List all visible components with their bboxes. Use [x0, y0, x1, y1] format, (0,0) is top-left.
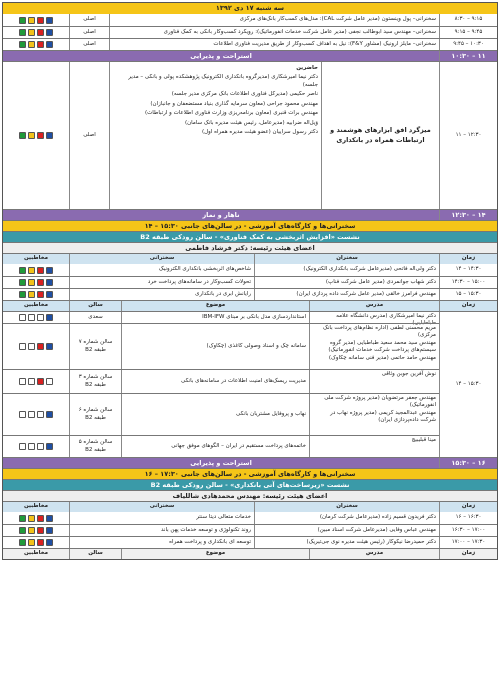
audience-green-icon	[19, 279, 26, 286]
audience-red-icon	[37, 291, 44, 298]
audience-yellow-icon	[28, 515, 35, 522]
audience-red-icon	[37, 515, 44, 522]
session-chair-2: اعضای هیئت رئیسه: مهندس محمدهادی شاللیاف	[3, 491, 497, 501]
workshop-time: ۱۵:۳۰ – ۱۴	[439, 312, 497, 457]
col-speaker: سخنران	[254, 502, 439, 512]
morning-sessions	[3, 14, 497, 50]
workshop-row	[3, 369, 439, 393]
col-teacher: مدرس	[309, 301, 439, 311]
audience-cell	[3, 312, 69, 323]
panel-participant: مهندس برات قنبری (معاون برنامه‌ریزی وزارت فناوری اطلاعات و ارتباطات)	[144, 110, 318, 117]
audience-cell	[3, 277, 69, 288]
lunch-row	[3, 209, 497, 220]
session-row	[3, 14, 497, 26]
audience-red-icon	[37, 527, 44, 534]
audience-empty-icon	[46, 378, 53, 385]
audience-red-icon	[37, 378, 44, 385]
panel-participant: حاضرین	[296, 65, 318, 71]
col-audience: مخاطبین	[3, 502, 69, 512]
talk-speaker: دکتر شهاب جوانمردی (مدیر عامل شرکت فناپ)	[254, 277, 439, 288]
audience-green-icon	[19, 291, 26, 298]
talk-speaker: دکتر فریدون قسیم زاده (مدیرعامل شرکت کرمان)	[254, 512, 439, 524]
audience-red-icon	[37, 267, 44, 274]
audience-blue-icon	[46, 515, 53, 522]
day-header	[3, 3, 497, 14]
audience-empty-icon	[19, 443, 26, 450]
break2-label: استراحت و پذیرایی	[3, 458, 439, 468]
panel-participants	[109, 62, 321, 209]
col-time: زمان	[439, 254, 497, 264]
panel-time: ۱۲:۳۰ – ۱۱	[439, 62, 497, 209]
col-time: زمان	[439, 502, 497, 512]
audience-empty-icon	[28, 443, 35, 450]
footer-header	[3, 548, 497, 559]
schedule-page	[2, 2, 498, 560]
audience-cell	[3, 394, 69, 435]
audience-cell	[3, 324, 69, 369]
audience-red-icon	[37, 343, 44, 350]
audience-empty-icon	[28, 378, 35, 385]
audience-blue-icon	[46, 132, 53, 139]
talk-title: روند تکنولوژی و توسعه خدمات پهن باند	[69, 525, 254, 536]
break-label: استراحت و پذیرایی	[3, 51, 439, 61]
audience-green-icon	[19, 515, 26, 522]
workshop-banner-1: سخنرانی‌ها و کارگاه‌های آموزشی - در سالن‌های جانبی ۱۵:۳۰ – ۱۴	[3, 221, 497, 231]
audience-cell	[3, 436, 69, 457]
panel-audience	[3, 62, 69, 209]
workshop-hall: سعدی	[69, 312, 121, 323]
session-title-2: نشست «زیرساخت‌های آتی بانکداری» - سالن رودکی طبقه B2	[3, 480, 497, 490]
audience-red-icon	[37, 539, 44, 546]
audience-empty-icon	[19, 314, 26, 321]
audience-yellow-icon	[28, 527, 35, 534]
audience-red-icon	[37, 279, 44, 286]
workshop-row	[3, 435, 439, 457]
audience-cell	[3, 14, 69, 26]
audience-yellow-icon	[28, 17, 35, 24]
audience-red-icon	[37, 41, 44, 48]
talk-title: توسعه ای بانکداری و پرداخت همراه	[69, 537, 254, 548]
talk-time: ۱۶:۳۰ – ۱۶	[439, 512, 497, 524]
audience-blue-icon	[46, 527, 53, 534]
audience-cell	[3, 537, 69, 548]
audience-cell	[3, 370, 69, 393]
workshop-teacher: دکتر نیما امیرشکاری (مدرس دانشگاه علامه طباطبایی)	[309, 312, 439, 323]
audience-blue-icon	[46, 314, 53, 321]
panel-row	[3, 61, 497, 209]
talk-row	[3, 512, 497, 524]
audience-yellow-icon	[28, 132, 35, 139]
panel-participant: ناصر حکیمی (مدیرکل فناوری اطلاعات بانک مرکزی مدیر جلسه)	[171, 91, 318, 98]
audience-blue-icon	[46, 443, 53, 450]
audience-blue-icon	[46, 291, 53, 298]
audience-green-icon	[19, 17, 26, 24]
break-row-1	[3, 50, 497, 61]
col-time: زمان	[439, 549, 497, 559]
audience-red-icon	[37, 29, 44, 36]
talk-row	[3, 264, 497, 276]
talk-time: ۱۴:۳۰ – ۱۴	[439, 264, 497, 276]
col-talk: سخنرانی	[69, 254, 254, 264]
session-speaker: سخنرانی– پول وینستون (مدیر عامل شرکت CAL): مدل‌های کسب‌کار بانک‌های مرکزی	[109, 14, 439, 26]
audience-yellow-icon	[28, 29, 35, 36]
audience-cell	[3, 289, 69, 300]
audience-empty-icon	[37, 314, 44, 321]
talk-time: ۱۷:۳۰ – ۱۷:۰۰	[439, 537, 497, 548]
talk-row	[3, 276, 497, 288]
talk-header-1	[3, 253, 497, 264]
session-lang: اصلی	[69, 39, 109, 50]
workshop-hall: سالن شماره ۶ طبقه B2	[69, 394, 121, 435]
session-speaker: سخنرانی– مایلز ارونیک (مشاور F&Y): نیل به اهداف کسب‌وکار از طریق مدیریت فناوری اطلاعات	[109, 39, 439, 50]
talk-title: شاخص‌های اثربخشی بانکداری الکترونیک	[69, 264, 254, 276]
session-row	[3, 38, 497, 50]
audience-empty-icon	[37, 443, 44, 450]
talk-time: ۱۷:۰۰ – ۱۶:۳۰	[439, 525, 497, 536]
session-row	[3, 26, 497, 38]
audience-green-icon	[19, 132, 26, 139]
session-lang: اصلی	[69, 27, 109, 38]
workshop-teacher: مینا قبلیبیج	[309, 436, 439, 457]
audience-green-icon	[19, 539, 26, 546]
workshop-teacher: مهندس جعفر مرتضویان (مدیر پروژه شرکت ملی انفورماتیک) مهندس عبدالمجید کریمی (مدیر پروژه نهاب در شرکت داده‌پردازی ایران)	[309, 394, 439, 435]
audience-empty-icon	[28, 343, 35, 350]
audience-blue-icon	[46, 17, 53, 24]
workshop-row	[3, 312, 439, 327]
audience-cell	[3, 512, 69, 524]
talk-speaker: مهندس عباس وفایی (مدیرعامل شرکت اسناد مبین)	[254, 525, 439, 536]
workshop-topic: سامانه چک و اسناد وصولی کاغذی (چکاوک)	[121, 324, 309, 369]
workshop-hall: سالن شماره ۳ طبقه B2	[69, 370, 121, 393]
talk-title: رایانش ابری در بانکداری	[69, 289, 254, 300]
break2-time: ۱۶ – ۱۵:۳۰	[439, 458, 497, 468]
audience-cell	[3, 264, 69, 276]
workshop-block	[3, 311, 497, 457]
workshop-topic: استانداردسازی مدل بانکی بر مبنای IBM-IFW	[121, 312, 309, 323]
audience-yellow-icon	[28, 539, 35, 546]
workshop-row	[3, 323, 439, 369]
panel-participant: دکتر نیما امیرشکاری (مدیرگروه بانکداری الکترونیک پژوهشکده پولی و بانکی – مدیر جلسه)	[128, 74, 318, 88]
session-title-1: نشست «افزایش اثربخشی به کمک فناوری» - سالن رودکی طبقه B2	[3, 232, 497, 242]
talk-title: تحولات کسب‌وکار در سامانه‌های پرداخت خرد	[69, 277, 254, 288]
session-time: ۱۰:۳۰ – ۹:۴۵	[439, 39, 497, 50]
col-hall: سالن	[69, 301, 121, 311]
audience-yellow-icon	[28, 267, 35, 274]
break-row-2	[3, 457, 497, 468]
audience-green-icon	[19, 41, 26, 48]
audience-blue-icon	[46, 267, 53, 274]
col-topic: موضوع	[121, 549, 309, 559]
audience-empty-icon	[37, 411, 44, 418]
audience-blue-icon	[46, 41, 53, 48]
workshop-list	[3, 312, 439, 457]
workshop-topic: مدیریت ریسک‌های امنیت اطلاعات در سامانه‌های بانکی	[121, 370, 309, 393]
workshop-teacher: مریم محسنی لطفی (اداره نظام‌های پرداخت بانک مرکزی) مهندس سید محمد سعید طباطبایی (مدیر گروه سیستم‌های پرداخت شرکت خدمات انفورماتیک) مهندس حامد حاتمی (مدیر فنی سامانه چکاوک)	[309, 324, 439, 369]
talk-list-1	[3, 264, 497, 300]
talk-speaker: دکتر ولی‌اله فاتحی (مدیرعامل شرکت بانکداری الکترونیک)	[254, 264, 439, 276]
audience-yellow-icon	[28, 279, 35, 286]
col-teacher: مدرس	[309, 549, 439, 559]
talk-speaker: دکتر حمیدرضا نیکوکار (رئیس هیئت مدیره نوی جی‌تیریک)	[254, 537, 439, 548]
workshop-topic: نهاب و پروفایل مشتریان بانکی	[121, 394, 309, 435]
talk-row	[3, 536, 497, 548]
audience-cell	[3, 27, 69, 38]
audience-red-icon	[37, 132, 44, 139]
workshop-hall: سالن شماره ۷ طبقه B2	[69, 324, 121, 369]
audience-green-icon	[19, 267, 26, 274]
talk-speaker: مهندس فرامرز خالقی (مدیر عامل شرکت داده پردازی ایران)	[254, 289, 439, 300]
day-title: سه شنبه ۱۷ دی ۱۳۹۲	[3, 3, 497, 14]
lunch-time: ۱۴ – ۱۲:۳۰	[439, 210, 497, 220]
talk-row	[3, 288, 497, 300]
panel-participant: مهندس محمود جراحی (معاون سرمایه گذاری بنیاد مستضعفان و جانبازان)	[150, 100, 318, 107]
col-talk: سخنرانی	[69, 502, 254, 512]
audience-red-icon	[37, 17, 44, 24]
audience-green-icon	[19, 29, 26, 36]
audience-blue-icon	[46, 411, 53, 418]
talk-list-2	[3, 512, 497, 548]
workshop-row	[3, 393, 439, 435]
session-time: ۹:۱۵ – ۸:۳۰	[439, 14, 497, 26]
col-hall: سالن	[69, 549, 121, 559]
talk-time: ۱۵:۳۰ – ۱۵	[439, 289, 497, 300]
audience-empty-icon	[19, 343, 26, 350]
audience-green-icon	[19, 527, 26, 534]
audience-empty-icon	[19, 411, 26, 418]
lunch-label: ناهار و نماز	[3, 210, 439, 220]
session-speaker: سخنرانی– مهندس سید ابوطالب نجفی (مدیر عامل شرکت خدمات انفورماتیک): رویکرد کسب‌وکار بانکی به کمک فناوری	[109, 27, 439, 38]
col-topic: موضوع	[121, 301, 309, 311]
panel-title: میزگرد افق ابزارهای هوشمند و ارتباطات همراه در بانکداری	[321, 62, 439, 209]
break-time: ۱۱ – ۱۰:۳۰	[439, 51, 497, 61]
col-audience: مخاطبین	[3, 254, 69, 264]
workshop-hall: سالن شماره ۵ طبقه B2	[69, 436, 121, 457]
audience-empty-icon	[19, 378, 26, 385]
col-audience: مخاطبین	[3, 549, 69, 559]
session-time: ۹:۴۵ – ۹:۱۵	[439, 27, 497, 38]
workshop-header	[3, 300, 497, 311]
audience-cell	[3, 525, 69, 536]
session-lang: اصلی	[69, 14, 109, 26]
talk-row	[3, 524, 497, 536]
audience-blue-icon	[46, 343, 53, 350]
audience-yellow-icon	[28, 41, 35, 48]
panel-lang: اصلی	[69, 62, 109, 209]
panel-participant: وَیل‌اله ضرابیه (مدیرعامل، رئیس هیئت مدیره بانک سامان)	[184, 119, 318, 126]
talk-header-2	[3, 501, 497, 512]
workshop-topic: خاتمه‌های پرداخت مستقیم در ایران – الگوهای موفق جهانی	[121, 436, 309, 457]
col-audience: مخاطبین	[3, 301, 69, 311]
audience-yellow-icon	[28, 291, 35, 298]
panel-participant: دکتر رسول سراییان (عضو هیئت مدیره همراه اول)	[202, 128, 318, 135]
audience-blue-icon	[46, 539, 53, 546]
audience-blue-icon	[46, 279, 53, 286]
audience-empty-icon	[28, 411, 35, 418]
workshop-banner-2: سخنرانی‌ها و کارگاه‌های آموزشی - در سالن‌های جانبی ۱۷:۳۰ – ۱۶	[3, 469, 497, 479]
col-time: زمان	[439, 301, 497, 311]
audience-blue-icon	[46, 29, 53, 36]
talk-title: خدمات متعالی دیتا سنتر	[69, 512, 254, 524]
talk-time: ۱۵:۰۰ – ۱۴:۳۰	[439, 277, 497, 288]
audience-empty-icon	[28, 314, 35, 321]
audience-cell	[3, 39, 69, 50]
workshop-teacher: نوش آفرین جوبن وثاقی	[309, 370, 439, 393]
col-speaker: سخنران	[254, 254, 439, 264]
session-chair-1: اعضای هیئت رئیسه: دکتر فرشاد فاطمی	[3, 243, 497, 253]
